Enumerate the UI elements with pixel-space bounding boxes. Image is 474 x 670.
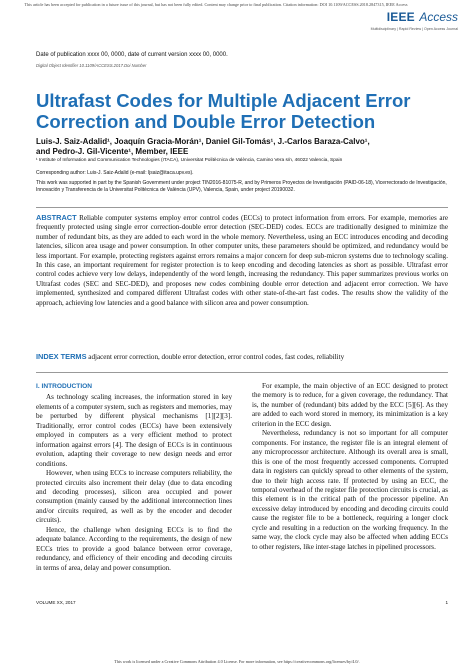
logo-tagline: Multidisciplinary | Rapid Review | Open Access Journal bbox=[370, 27, 458, 31]
corresponding-author: Corresponding author: Luis-J. Saiz-Adalid (e-mail: ljsaiz@itaca.upv.es). bbox=[36, 170, 194, 176]
divider-bottom bbox=[36, 372, 448, 373]
license-note[interactable]: This work is licensed under a Creative Commons Attribution 4.0 License. For more information, see https://creativecommons.org/licenses/by/4.0/. bbox=[114, 659, 360, 664]
index-terms-label: INDEX TERMS bbox=[36, 352, 87, 361]
index-terms-text: adjacent error correction, double error detection, error control codes, fast codes, reliability bbox=[88, 353, 345, 361]
publication-dates: Date of publication xxxx 00, 0000, date of current version xxxx 00, 0000. bbox=[36, 52, 228, 58]
ieee-access-logo[interactable] bbox=[371, 8, 458, 31]
left-column bbox=[36, 382, 232, 573]
logo-access-text: Access bbox=[419, 10, 458, 24]
paragraph: Nevertheless, redundancy is not so important for all computer components. For instance, the register file is an integral element of any microprocessor architecture. Although its overall area is small, this is one of the most frequently accessed components. Corrupted data in registers can quickly spread to other elements of the system, due to their high access rate. If protected by using an ECC, the temporal overhead of the register file protection circuits is crucial, as this element is in the critical path of the processor pipeline. An excessive delay introduced by encoding and decoding circuits could cause the register file to be a bottleneck, requiring a longer clock cycle and resulting in a reduction on the working frequency. In the same way, the clock cycle may also be affected when adding ECCs to other registers, like inter-stage latches in pipelined processors. bbox=[252, 429, 448, 551]
index-terms bbox=[36, 352, 448, 362]
volume-footer: VOLUME XX, 2017 bbox=[36, 600, 76, 605]
paragraph: For example, the main objective of an ECC designed to protect the memory is to reduce, for a given coverage, the redundancy. That is, the number of (redundant) bits added by the ECC [5][6]. As they are added to each word stored in memory, its minimization is a key criterion in the ECC design. bbox=[252, 382, 448, 428]
author-list bbox=[36, 137, 436, 157]
paragraph: However, when using ECCs to increase computers reliability, the protected circuits also increment their delay (due to data encoding and decoding processes), silicon area occupied and power consumption (mainly caused by the additional interconnection lines and/or circuits required, as well as by the encoder and decoder circuits). bbox=[36, 469, 232, 525]
page-number: 1 bbox=[445, 600, 448, 605]
paper-title: Ultrafast Codes for Multiple Adjacent Error Correction and Double Error Detection bbox=[36, 90, 411, 132]
section-heading-introduction: I. INTRODUCTION bbox=[36, 383, 93, 390]
divider-top bbox=[36, 207, 448, 208]
affiliation: ¹ Institute of Information and Communication Technologies (ITACA), Universitat Politècnica de València, Camino Vera s/n, 46022 Valencia, Spain bbox=[36, 158, 343, 163]
abstract-text: Reliable computer systems employ error control codes (ECCs) to protect information from errors. For example, memories are frequently protected using single error correction-double error detection (SEC-DED) codes. ECCs are traditionally designed to minimize the number of redundant bits, as they are added to each word in the whole memory. Nevertheless, using an ECC introduces encoding and decoding latencies, silicon area usage and power consumption. In other computer units, these parameters should be optimized, and redundancy would be less important. For example, protecting registers against errors remains a major concern for deep sub-micron systems due to technology scaling. In this case, an important requirement for register protection is to keep encoding and decoding latencies as short as possible. Ultrafast error control codes achieve very low delays, independently of the word length, increasing the redundancy. This paper summarizes previous works on Ultrafast codes (SEC and SEC-DED), and proposes new codes combining double error detection and adjacent error correction. We have implemented, synthesized and compared different Ultrafast codes with other state-of-the-art fast codes. The results show the validity of the approach, achieving low latencies and a good balance with silicon area and power consumption. bbox=[36, 214, 448, 307]
abstract-label: ABSTRACT bbox=[36, 213, 77, 222]
authors-line-2: and Pedro-J. Gil-Vicente¹, Member, IEEE bbox=[36, 147, 189, 156]
paragraph: As technology scaling increases, the information stored in key elements of a computer system, such as registers and memories, may be perturbed by different physical mechanisms [1][2][3]. Traditionally, error control codes (ECCs) have been extensively employed in computers as a very efficient method to protect information against errors [4]. The design of ECCs is in continuous evolution, adapting their coverage to new design needs and error conditions. bbox=[36, 393, 232, 468]
authors-line-1: Luis-J. Saiz-Adalid¹, Joaquín Gracia-Morán¹, Daniel Gil-Tomás¹, J.-Carlos Baraza-Calvo¹, bbox=[36, 137, 370, 146]
logo-ieee-text: IEEE bbox=[386, 10, 415, 24]
right-column bbox=[252, 382, 448, 552]
abstract bbox=[36, 213, 448, 308]
journal-top-note: This article has been accepted for publication in a future issue of this journal, but has not been fully edited. Content may change prior to final publication. Citation information: DOI 10.1109/ACCESS.2018.2847315, IEEE Access bbox=[24, 2, 408, 7]
paragraph: Hence, the challenge when designing ECCs is to find the adequate balance. According to the requirements, the design of new ECCs tries to provide a good balance between error coverage, redundancy, and efficiency of their encoding and decoding circuits in terms of area, delay and power consumption. bbox=[36, 525, 232, 572]
doi-line: Digital Object Identifier 10.1109/ACCESS.2017.Doi Number bbox=[36, 63, 147, 68]
funding-note: This work was supported in part by the Spanish Government under project TIN2016-81075-R, and by Primeros Proyectos de Investigación (PAID-06-18), Vicerrectorado de Investigación, Innovación y Transferencia de la Universitat Politècnica de València (UPV), Valencia, Spain, under project 20190032. bbox=[36, 180, 447, 193]
